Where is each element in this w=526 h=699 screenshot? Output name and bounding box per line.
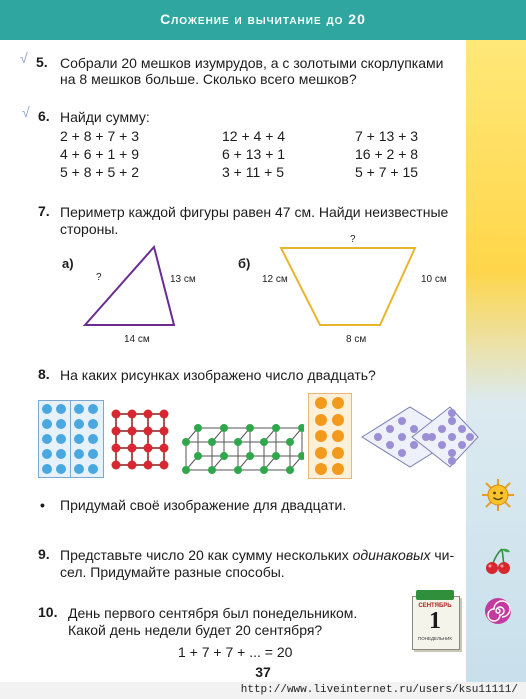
dot: [315, 397, 327, 409]
triangle-shape: [85, 247, 174, 325]
dot: [332, 414, 344, 426]
check-mark: √: [20, 50, 28, 66]
green-bead: [272, 452, 280, 460]
picture-orange-dots: [308, 393, 352, 479]
dot: [74, 449, 84, 459]
bullet-mark: •: [40, 497, 45, 513]
task-9-line-2: сел. Придумайте разные способы.: [60, 564, 285, 580]
task-5-line-2: на 8 мешков больше. Сколько всего мешков?: [60, 71, 357, 87]
lilac-dot: [448, 417, 456, 425]
lilac-dot: [448, 449, 456, 457]
page-number: 37: [255, 664, 271, 680]
calendar-weekday: ПОНЕДЕЛЬНИК: [417, 636, 453, 641]
lilac-dot: [386, 425, 394, 433]
sum-expression: 2 + 8 + 7 + 3: [60, 128, 140, 144]
red-bead: [160, 410, 169, 419]
triangle-bottom-side: 14 см: [124, 334, 150, 345]
trapezoid-figure: [278, 245, 418, 330]
trapezoid-shape: [281, 248, 415, 325]
green-bead: [234, 438, 242, 446]
calendar-month: СЕНТЯБРЬ: [418, 603, 452, 609]
dot: [315, 430, 327, 442]
red-bead: [128, 410, 137, 419]
dot: [315, 447, 327, 459]
red-bead: [160, 444, 169, 453]
task-9-text-b: чи-: [430, 547, 455, 563]
green-bead: [220, 452, 228, 460]
task-5-line-1: Собрали 20 мешков изумрудов, а с золотыми скорлупками: [60, 55, 444, 71]
dot: [42, 464, 52, 474]
red-bead: [128, 427, 137, 436]
task-10-line-2: Какой день недели будет 20 сентября?: [68, 622, 323, 638]
dot: [56, 449, 66, 459]
task-9-text-a: Представьте число 20 как сумму нескольких: [60, 547, 353, 563]
green-bead: [298, 424, 304, 432]
dot: [56, 464, 66, 474]
red-bead: [144, 427, 153, 436]
task-9-number: 9.: [38, 546, 50, 562]
dot: [88, 404, 98, 414]
sum-expression: 16 + 2 + 8: [355, 146, 419, 162]
sun-icon: [481, 478, 515, 512]
green-bead: [208, 466, 216, 474]
trapezoid-right-side: 10 см: [421, 274, 447, 285]
task-8-number: 8.: [38, 366, 50, 382]
green-bead: [260, 438, 268, 446]
task-10-expression: 1 + 7 + 7 + ... = 20: [178, 644, 293, 660]
dot: [74, 464, 84, 474]
spiral-icon: [483, 596, 513, 626]
page-header-title: Сложение и вычитание до 20: [160, 11, 366, 27]
lilac-dot: [458, 425, 466, 433]
green-bead: [246, 452, 254, 460]
lilac-dot: [438, 425, 446, 433]
task-6-number: 6.: [38, 108, 50, 124]
sum-expression: 3 + 11 + 5: [222, 164, 285, 180]
dot: [56, 419, 66, 429]
dot: [332, 397, 344, 409]
bullet-text: Придумай своё изображение для двадцати.: [60, 497, 347, 513]
lilac-dot: [466, 433, 474, 441]
lilac-dot: [386, 441, 394, 449]
watermark-url: http://www.liveinternet.ru/users/ksu11111/: [240, 684, 518, 696]
triangle-unknown-side: ?: [96, 272, 102, 283]
green-bead: [246, 424, 254, 432]
sum-expression: 7 + 13 + 3: [355, 128, 419, 144]
green-bead: [194, 424, 202, 432]
green-bead: [260, 466, 268, 474]
red-bead: [144, 461, 153, 470]
red-bead: [144, 410, 153, 419]
green-bead: [194, 452, 202, 460]
dot: [42, 449, 52, 459]
green-bead: [272, 424, 280, 432]
lilac-dot: [410, 425, 418, 433]
figure-b-label: б): [238, 256, 251, 271]
task-7-number: 7.: [38, 203, 50, 219]
divider-line: [70, 401, 71, 477]
dot: [74, 419, 84, 429]
lilac-dot: [398, 417, 406, 425]
red-bead: [160, 427, 169, 436]
figure-a-label: а): [62, 256, 74, 271]
picture-green-lattice: [180, 418, 304, 478]
dot: [332, 430, 344, 442]
lattice-lines: [186, 428, 302, 470]
red-bead: [112, 461, 121, 470]
lilac-dot: [438, 441, 446, 449]
task-7-line-2: стороны.: [60, 221, 119, 237]
green-bead: [220, 424, 228, 432]
dot: [56, 434, 66, 444]
calendar-day: 1: [429, 608, 441, 634]
dot: [315, 414, 327, 426]
task-10-line-1: День первого сентября был понедельником.: [68, 605, 358, 621]
red-bead: [128, 444, 137, 453]
green-bead: [182, 466, 190, 474]
sum-column-1: [60, 127, 139, 181]
check-mark: √: [22, 104, 30, 120]
picture-red-bead-frame: [108, 406, 172, 474]
sum-column-3: [355, 127, 418, 181]
red-bead: [144, 444, 153, 453]
lilac-dot: [448, 457, 456, 465]
green-bead: [182, 438, 190, 446]
green-bead: [286, 438, 294, 446]
lilac-dot: [374, 433, 382, 441]
trapezoid-left-side: 12 см: [262, 274, 288, 285]
red-bead: [112, 427, 121, 436]
bead-frame-lines: [116, 414, 164, 465]
dot: [42, 434, 52, 444]
red-bead: [128, 461, 137, 470]
sum-expression: 5 + 8 + 5 + 2: [60, 164, 140, 180]
dot: [88, 449, 98, 459]
task-6-text: Найди сумму:: [60, 109, 150, 125]
lilac-dot: [422, 433, 430, 441]
calendar-icon: [410, 590, 460, 650]
green-bead: [298, 452, 304, 460]
green-bead: [234, 466, 242, 474]
lilac-dot: [398, 449, 406, 457]
dot: [315, 463, 327, 475]
lilac-dot: [398, 433, 406, 441]
dot: [88, 419, 98, 429]
calendar-binding: [416, 590, 454, 600]
picture-lilac-diamonds: [360, 404, 480, 470]
dot: [332, 463, 344, 475]
task-7-line-1: Периметр каждой фигуры равен 47 см. Найди неизвестные: [60, 204, 449, 220]
lilac-dot: [410, 441, 418, 449]
green-bead: [286, 466, 294, 474]
dot: [42, 419, 52, 429]
task-9-emphasis: одинаковых: [352, 547, 431, 563]
dot: [56, 404, 66, 414]
dot: [74, 434, 84, 444]
trapezoid-bottom-side: 8 см: [346, 334, 367, 345]
task-10-number: 10.: [38, 604, 58, 620]
trapezoid-unknown-side: ?: [350, 234, 356, 245]
sum-expression: 5 + 7 + 15: [355, 164, 419, 180]
sum-expression: 12 + 4 + 4: [222, 128, 286, 144]
red-bead: [160, 461, 169, 470]
picture-blue-dots: [38, 400, 104, 478]
task-5-number: 5.: [36, 54, 48, 70]
triangle-right-side: 13 см: [170, 274, 196, 285]
sum-expression: 4 + 6 + 1 + 9: [60, 146, 140, 162]
dot: [332, 447, 344, 459]
red-bead: [112, 444, 121, 453]
dot: [88, 434, 98, 444]
sum-expression: 6 + 13 + 1: [222, 146, 286, 162]
dot: [74, 404, 84, 414]
dot: [88, 464, 98, 474]
sum-column-2: [222, 127, 285, 181]
green-bead: [208, 438, 216, 446]
lilac-dot: [448, 433, 456, 441]
red-bead: [112, 410, 121, 419]
triangle-figure: [80, 245, 180, 330]
lilac-dot: [448, 409, 456, 417]
task-8-text: На каких рисунках изображено число двадцать?: [60, 367, 376, 383]
task-9-line-1: [60, 546, 454, 564]
dot: [42, 404, 52, 414]
cherries-icon: [482, 546, 514, 576]
lilac-dot: [458, 441, 466, 449]
